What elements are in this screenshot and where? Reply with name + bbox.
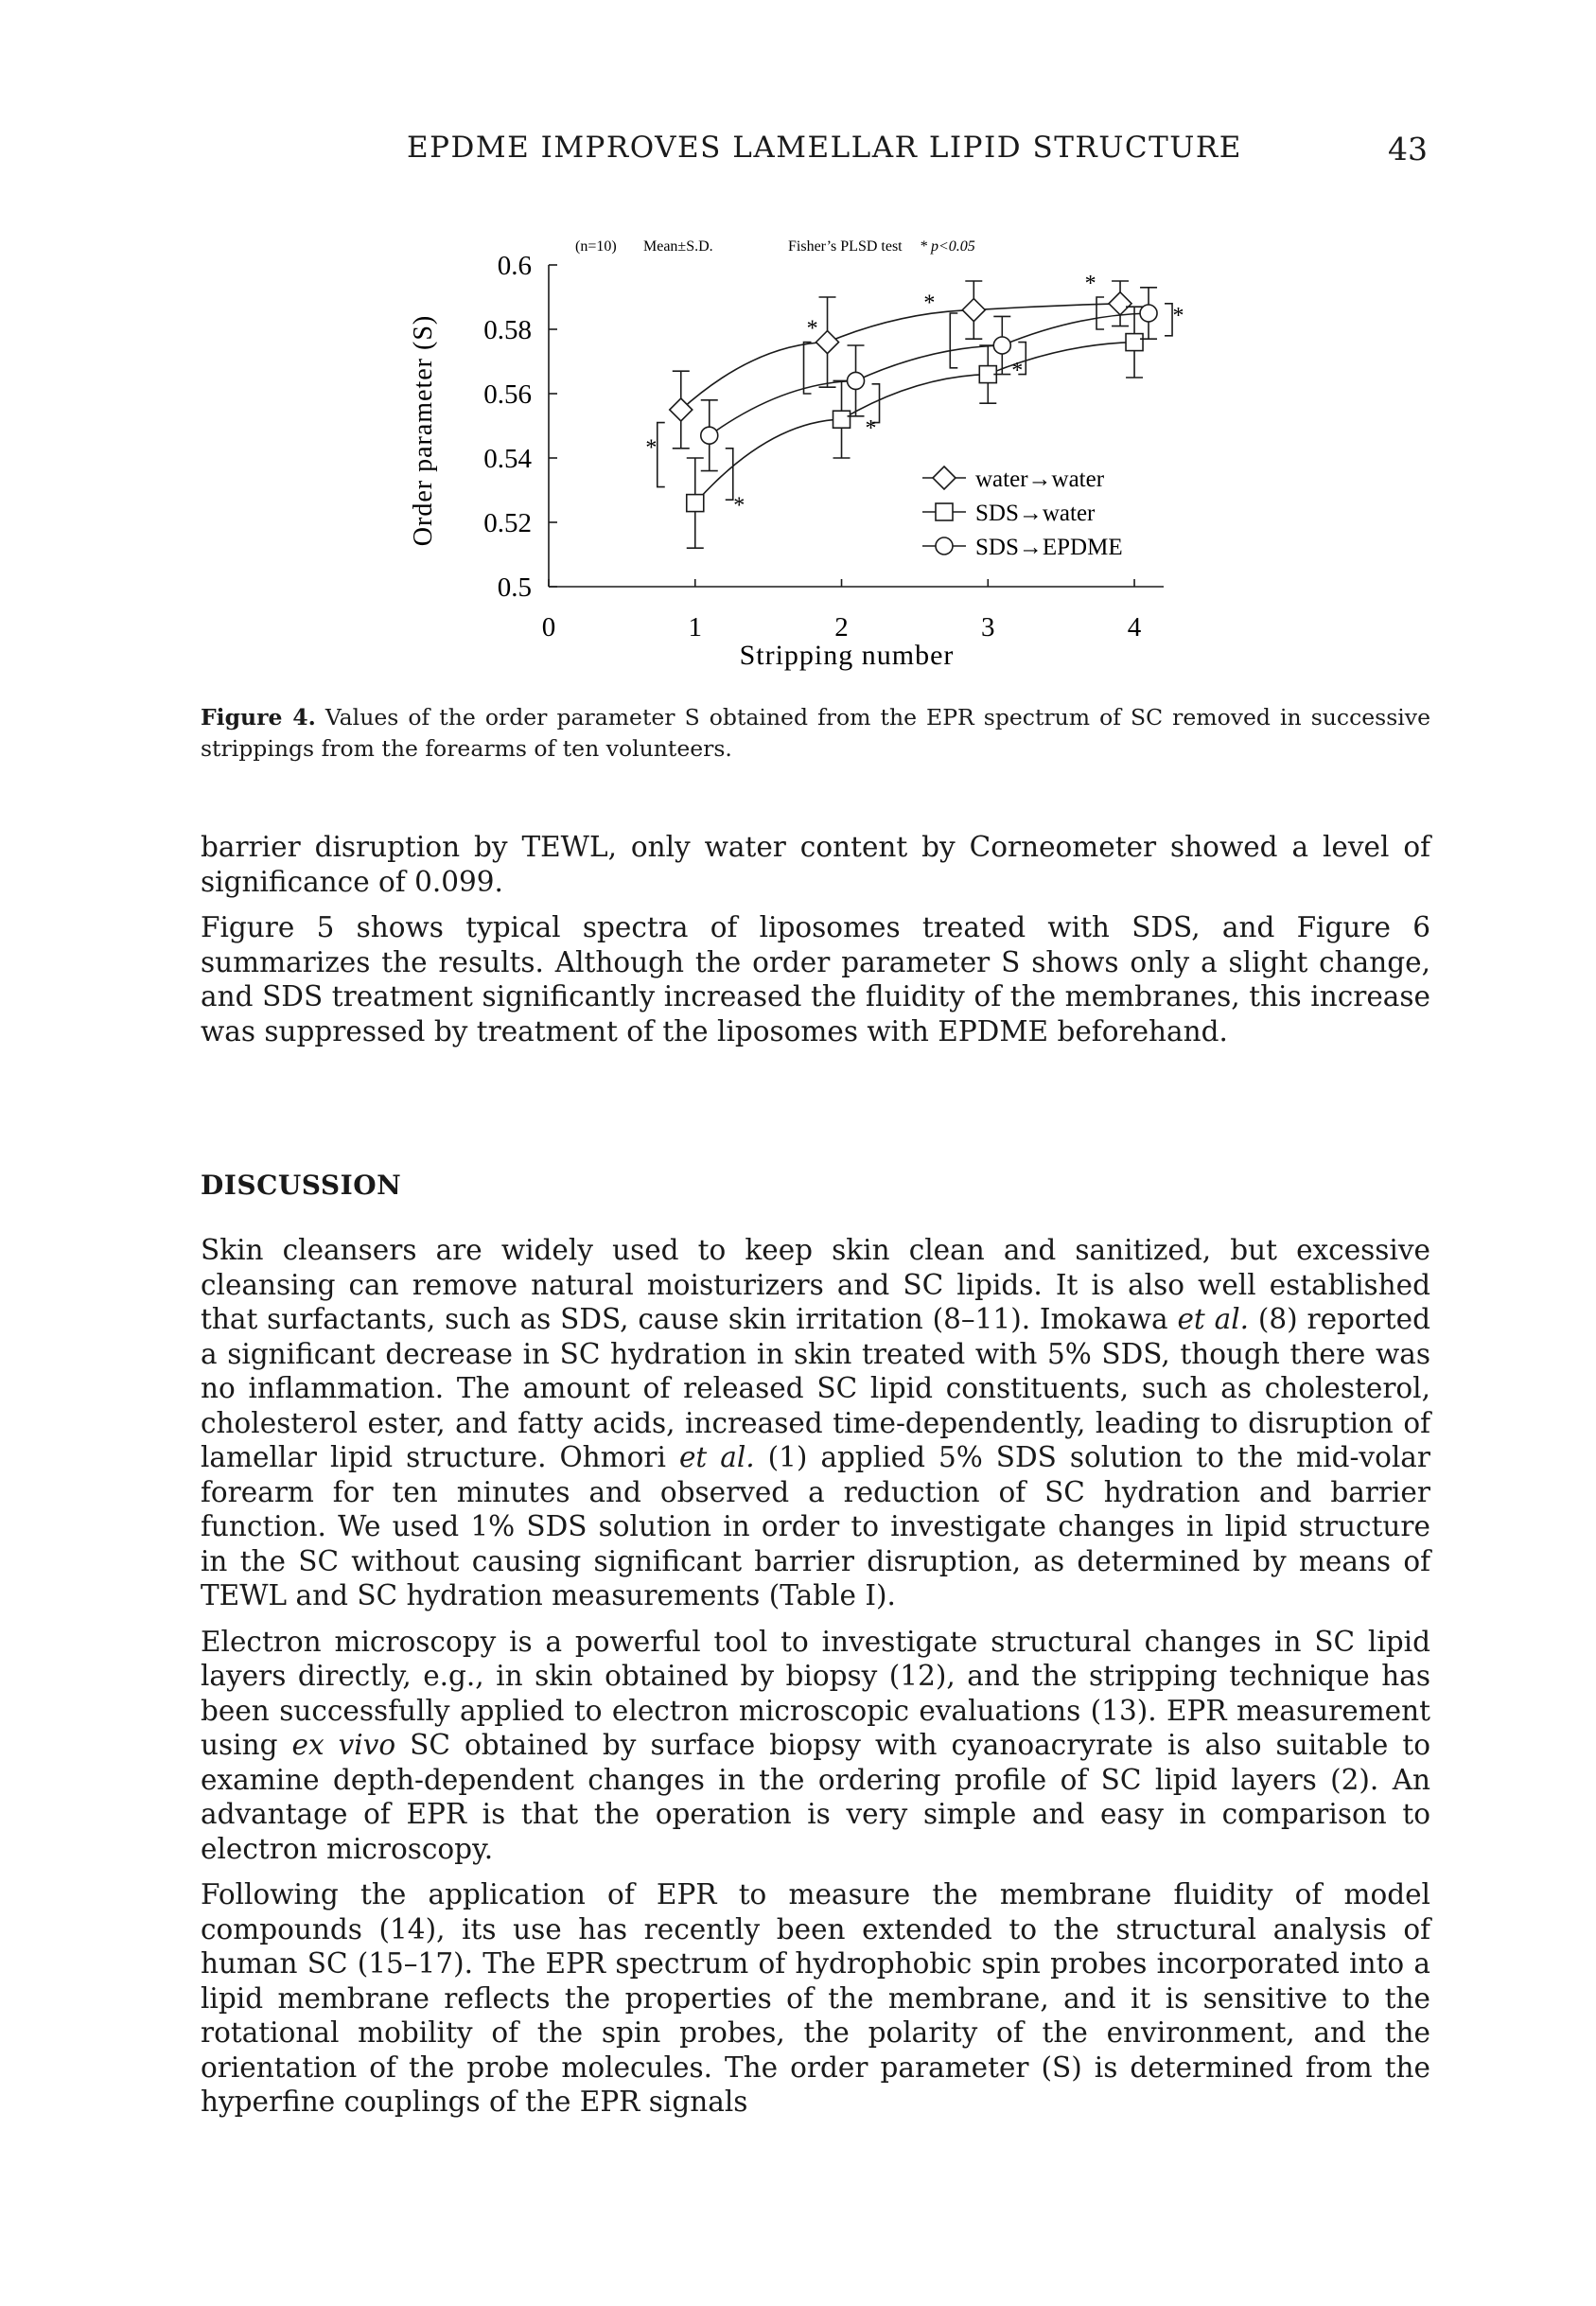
data-point bbox=[962, 299, 985, 322]
data-point bbox=[1109, 292, 1131, 315]
data-point bbox=[816, 331, 839, 354]
legend-marker bbox=[933, 466, 956, 489]
data-point bbox=[701, 427, 718, 444]
figure-4 bbox=[397, 222, 1249, 695]
paragraph-2: Figure 5 shows typical spectra of liposomes treated with SDS, and Figure 6 summarizes the results. Although the order parameter S shows only a slight change, and SDS treatment significantly increased the fluidity of the membranes, this increase was suppressed by treatment of the liposomes with EPDME beforehand. bbox=[201, 911, 1430, 1047]
y-axis-title: Order parameter (S) bbox=[409, 314, 438, 547]
data-point bbox=[687, 495, 704, 512]
x-tick-label: 4 bbox=[1127, 612, 1142, 643]
significance-star: * bbox=[1084, 272, 1096, 296]
legend-marker bbox=[936, 537, 953, 554]
paragraph-5: Following the application of EPR to measure the membrane fluidity of model compounds (14), its use has recently been extended to the structural analysis of human SC (15–17). The EPR spectrum of hydrophobic spin probes incorporated into a lipid membrane reflects the properties of the membrane, and it is sensitive to the rotational mobility of the spin probes, the polarity of the environment, and the orientation of the probe molecules. The order parameter (S) is determined from the hyperfine couplings of the EPR signals bbox=[201, 1878, 1430, 2118]
order-parameter-chart bbox=[397, 222, 1249, 695]
body-results bbox=[201, 830, 1430, 1048]
data-point bbox=[993, 337, 1010, 354]
paragraph-3: Skin cleansers are widely used to keep skin clean and sanitized, but excessive cleansing can remove natural moisturizers and SC lipids. It is also well established that surfactants, such as SDS, cause skin irritation (8–11). Imokawa et al. (8) reported a significant decrease in SC hydration in skin treated with 5% SDS, though there was no inflammation. The amount of released SC lipid constituents, such as cholesterol, cholesterol ester, and fatty acids, increased time-dependently, leading to disruption of lamellar lipid structure. Ohmori et al. (1) applied 5% SDS solution to the mid-volar forearm for ten minutes and observed a reduction of SC hydration and barrier function. We used 1% SDS solution in order to investigate changes in lipid structure in the SC without causing significant barrier disruption, as determined by means of TEWL and SC hydration measurements (Table I). bbox=[201, 1234, 1430, 1611]
significance-star: * bbox=[645, 435, 658, 461]
y-tick-label: 0.56 bbox=[483, 379, 532, 410]
y-tick-label: 0.5 bbox=[497, 572, 532, 603]
x-tick-label: 1 bbox=[688, 612, 703, 643]
x-tick-label: 2 bbox=[834, 612, 849, 643]
running-title: EPDME IMPROVES LAMELLAR LIPID STRUCTURE bbox=[407, 131, 1242, 165]
data-point bbox=[670, 398, 693, 421]
annotation-stat: Mean±S.D. bbox=[643, 238, 713, 255]
significance-bracket bbox=[658, 423, 665, 487]
section-heading-discussion: DISCUSSION bbox=[201, 1170, 402, 1201]
legend-label: SDS→EPDME bbox=[975, 535, 1123, 560]
significance-star: * bbox=[1172, 304, 1184, 328]
significance-star: * bbox=[865, 416, 877, 441]
paragraph-1: barrier disruption by TEWL, only water content by Corneometer showed a level of significance of 0.099. bbox=[201, 831, 1430, 898]
caption-text: Values of the order parameter S obtained from the EPR spectrum of SC removed in successive strippings from the forearms of ten volunteers. bbox=[201, 704, 1430, 762]
significance-star: * bbox=[1011, 358, 1024, 383]
page-number: 43 bbox=[1388, 131, 1428, 167]
series-line bbox=[710, 313, 1149, 435]
series-0 bbox=[670, 281, 1131, 449]
significance-bracket bbox=[1096, 297, 1104, 329]
significance-bracket bbox=[804, 343, 812, 394]
significance-bracket bbox=[726, 449, 733, 500]
data-point bbox=[1140, 305, 1157, 322]
data-point bbox=[833, 411, 851, 428]
paragraph-4: Electron microscopy is a powerful tool to investigate structural changes in SC lipid layers directly, e.g., in skin obtained by biopsy (12), and the stripping technique has been successfully applied to electron microscopic evaluations (13). EPR measurement using ex vivo SC obtained by surface biopsy with cyanoacryrate is also suitable to examine depth-dependent changes in the ordering profile of SC lipid layers (2). An advantage of EPR is that the operation is very simple and easy in comparison to electron microscopy. bbox=[201, 1625, 1430, 1865]
significance-star: * bbox=[806, 316, 818, 342]
y-tick-label: 0.54 bbox=[483, 444, 532, 474]
x-axis-title: Stripping number bbox=[739, 640, 955, 671]
figure-caption bbox=[201, 702, 1430, 765]
annotation-n: (n=10) bbox=[575, 238, 617, 255]
significance-star: * bbox=[923, 290, 936, 316]
legend-label: water→water bbox=[975, 466, 1105, 492]
y-tick-label: 0.58 bbox=[483, 315, 532, 345]
legend-marker bbox=[936, 503, 953, 520]
significance-bracket bbox=[1165, 304, 1172, 336]
y-tick-label: 0.52 bbox=[483, 508, 532, 538]
x-tick-label: 3 bbox=[981, 612, 995, 643]
legend-label: SDS→water bbox=[975, 501, 1096, 526]
y-tick-label: 0.6 bbox=[497, 251, 532, 281]
running-head bbox=[0, 131, 1596, 178]
significance-bracket bbox=[950, 313, 957, 368]
annotation-test: Fisher’s PLSD test bbox=[788, 238, 903, 255]
annotation-p: * p<0.05 bbox=[920, 238, 975, 255]
series-line bbox=[681, 304, 1120, 410]
x-tick-label: 0 bbox=[541, 612, 556, 643]
significance-star: * bbox=[733, 493, 745, 519]
body-discussion bbox=[201, 1233, 1430, 2120]
data-point bbox=[848, 372, 865, 389]
data-point bbox=[1126, 334, 1143, 351]
caption-label: Figure 4. bbox=[201, 704, 316, 731]
